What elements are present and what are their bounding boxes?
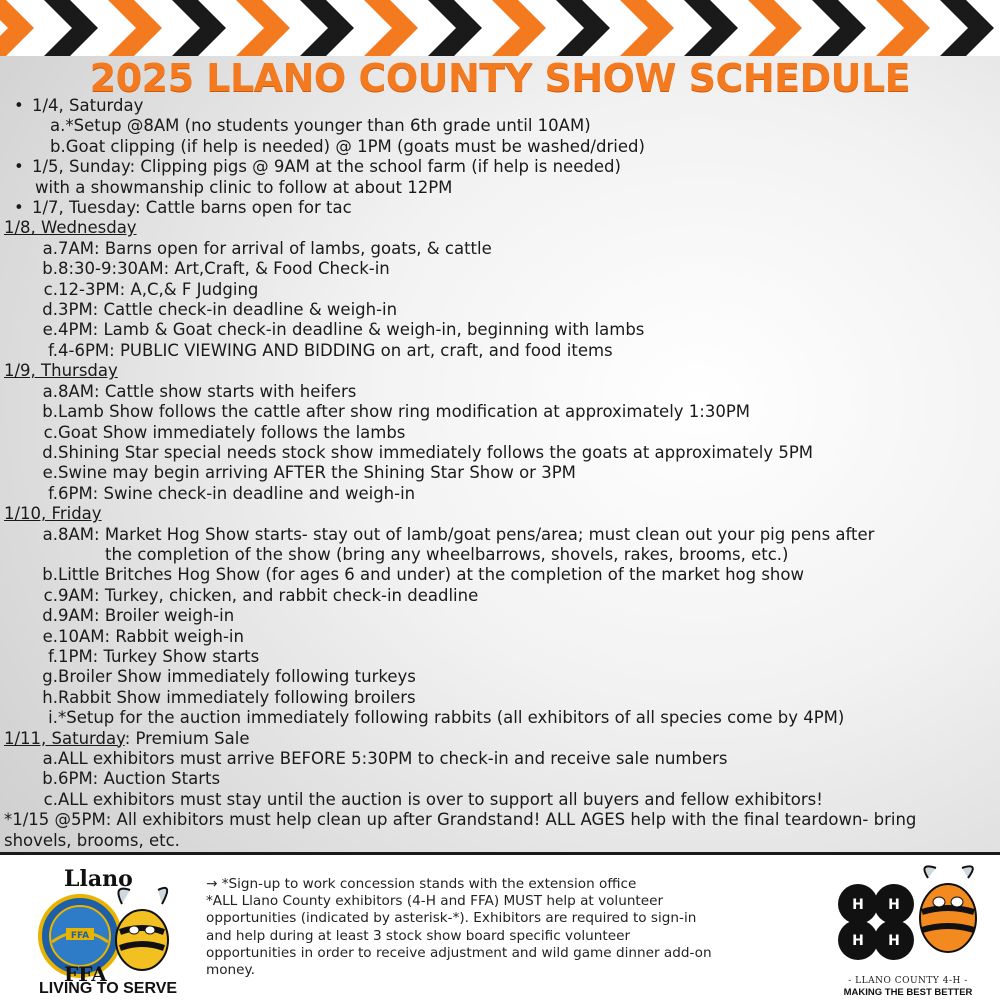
sat-item <box>4 749 996 769</box>
thu-item <box>4 423 996 443</box>
intro-sub-a: a.*Setup @8AM (no students younger than 6th grade until 10AM) <box>50 116 591 136</box>
day-heading-thursday: 1/9, Thursday <box>4 361 118 381</box>
item-letter: b. <box>42 565 58 585</box>
fri-item <box>4 627 996 647</box>
thu-item <box>4 484 996 504</box>
fri-item <box>4 647 996 667</box>
intro-bullet-2: • 1/5, Sunday: Clipping pigs @ 9AM at the school farm (if help is needed) <box>4 157 996 177</box>
item-text: *Setup for the auction immediately following rabbits (all exhibitors of all species come by 4PM) <box>58 708 845 728</box>
wed-item <box>4 341 996 361</box>
item-text: 4PM: Lamb & Goat check-in deadline & weigh-in, beginning with lambs <box>58 320 645 340</box>
footer-volunteer-note <box>206 876 816 979</box>
footer-line: and help during at least 3 stock show board specific volunteer <box>206 927 631 944</box>
item-letter: a. <box>42 238 58 258</box>
intro-bullet-3: • 1/7, Tuesday: Cattle barns open for tac <box>4 198 996 218</box>
wed-item <box>4 239 996 259</box>
svg-text:H: H <box>888 897 900 913</box>
item-letter: c. <box>43 789 58 809</box>
item-text: 4-6PM: PUBLIC VIEWING AND BIDDING on art, craft, and food items <box>58 340 613 360</box>
item-letter: b. <box>42 402 58 422</box>
item-letter: f. <box>48 483 58 503</box>
fri-item <box>4 667 996 687</box>
fri-item-continuation: the completion of the show (bring any wheelbarrows, shovels, rakes, brooms, etc.) <box>105 544 789 564</box>
svg-text:FFA: FFA <box>70 931 90 941</box>
day-heading-friday: 1/10, Friday <box>4 504 102 524</box>
fri-item <box>4 586 996 606</box>
item-text: Broiler Show immediately following turkeys <box>58 667 416 687</box>
item-text: 7AM: Barns open for arrival of lambs, goats, & cattle <box>58 238 492 258</box>
item-letter: a. <box>42 749 58 768</box>
day-heading-wednesday: 1/8, Wednesday <box>4 218 137 238</box>
item-text: Little Britches Hog Show (for ages 6 and under) at the completion of the market hog show <box>58 565 804 585</box>
footer-line: → *Sign-up to work concession stands with the extension office <box>206 876 637 892</box>
footer-line: opportunities (indicated by asterisk-*). Exhibitors are required to sign-in <box>206 910 697 927</box>
intro-continuation: with a showmanship clinic to follow at about 12PM <box>35 177 453 197</box>
item-letter: e. <box>42 320 58 340</box>
thursday-list <box>4 382 996 504</box>
fri-item <box>4 708 996 728</box>
item-text: 12-3PM: A,C,& F Judging <box>58 279 259 299</box>
item-letter: d. <box>42 606 58 626</box>
thu-item <box>4 382 996 402</box>
sat-item <box>4 769 996 789</box>
friday-list <box>4 525 996 729</box>
item-text: 3PM: Cattle check-in deadline & weigh-in <box>58 300 398 320</box>
item-text: 1PM: Turkey Show starts <box>58 646 260 666</box>
fri-item <box>4 525 996 545</box>
item-text: Swine may begin arriving AFTER the Shining Star Show or 3PM <box>58 463 576 483</box>
item-text: 9AM: Broiler weigh-in <box>58 606 235 626</box>
fri-item <box>4 606 996 626</box>
item-letter: i. <box>48 708 58 728</box>
wed-item <box>4 259 996 279</box>
item-letter: b. <box>42 769 58 789</box>
item-letter: g. <box>42 667 58 687</box>
fri-item <box>4 565 996 585</box>
sat-item <box>4 790 996 810</box>
item-letter: a. <box>42 381 58 401</box>
day-heading-saturday: 1/11, Saturday: Premium Sale <box>4 728 250 748</box>
item-text: ALL exhibitors must stay until the auction is over to support all buyers and fellow exhibitors! <box>58 789 823 809</box>
intro-sub-b: b.Goat clipping (if help is needed) @ 1PM (goats must be washed/dried) <box>50 136 645 156</box>
footer-line: *ALL Llano County exhibitors (4-H and FFA) MUST help at volunteer <box>206 893 664 910</box>
ffa-logo-bottom-text: FFA <box>64 962 107 986</box>
wed-item <box>4 300 996 320</box>
item-letter: e. <box>42 463 58 483</box>
item-letter: d. <box>42 442 58 462</box>
item-letter: e. <box>42 626 58 646</box>
item-text: Rabbit Show immediately following broilers <box>58 687 416 707</box>
item-letter: d. <box>42 300 58 320</box>
item-text: ALL exhibitors must arrive BEFORE 5:30PM to check-in and receive sale numbers <box>58 749 728 768</box>
item-text: 8AM: Cattle show starts with heifers <box>58 381 357 401</box>
intro-bullet-1: • 1/4, Saturday <box>4 96 996 116</box>
footer-line: opportunities in order to receive adjustment and wild game dinner add-on <box>206 944 712 961</box>
item-letter: f. <box>48 646 58 666</box>
four-h-clover-icon <box>828 860 988 978</box>
chevron-banner <box>0 0 1000 56</box>
svg-text:H: H <box>888 933 900 949</box>
four-h-club-name: - LLANO COUNTY 4-H - <box>848 976 968 986</box>
item-letter: b. <box>42 259 58 279</box>
item-letter: a. <box>42 524 58 544</box>
item-letter: c. <box>43 585 58 605</box>
item-letter: c. <box>43 279 58 299</box>
svg-text:H: H <box>852 933 864 949</box>
thu-item <box>4 402 996 422</box>
item-text: 6PM: Auction Starts <box>58 769 221 789</box>
wed-item <box>4 280 996 300</box>
item-text: 8AM: Market Hog Show starts- stay out of lamb/goat pens/area; must clean out your pig pens after <box>58 524 875 544</box>
thu-item <box>4 443 996 463</box>
item-text: 6PM: Swine check-in deadline and weigh-in <box>58 483 416 503</box>
fri-item <box>4 688 996 708</box>
page-title: 2025 LLANO COUNTY SHOW SCHEDULE <box>89 56 911 100</box>
ffa-logo-top-text: Llano <box>64 866 133 892</box>
item-letter: h. <box>42 687 58 707</box>
item-letter: c. <box>43 422 58 442</box>
wednesday-list <box>4 239 996 361</box>
final-note-line-1: *1/15 @5PM: All exhibitors must help clean up after Grandstand! ALL AGES help with the final teardown- bring <box>4 810 917 830</box>
item-letter: f. <box>48 340 58 360</box>
footer-line: money. <box>206 962 255 979</box>
final-note-line-2: shovels, brooms, etc. <box>4 830 180 850</box>
four-h-motto: MAKING THE BEST BETTER <box>843 987 973 998</box>
thu-item <box>4 463 996 483</box>
schedule <box>4 96 996 851</box>
item-text: Lamb Show follows the cattle after show ring modification at approximately 1:30PM <box>58 402 751 422</box>
saturday-list <box>4 749 996 810</box>
ffa-motto: LIVING TO SERVE <box>38 980 178 997</box>
svg-text:H: H <box>852 897 864 913</box>
wed-item <box>4 320 996 340</box>
item-text: 8:30-9:30AM: Art,Craft, & Food Check-in <box>58 259 390 279</box>
item-text: Shining Star special needs stock show immediately follows the goats at approximately 5PM <box>58 442 814 462</box>
item-text: Goat Show immediately follows the lambs <box>58 422 406 442</box>
item-text: 10AM: Rabbit weigh-in <box>58 626 244 646</box>
item-text: 9AM: Turkey, chicken, and rabbit check-in deadline <box>58 585 479 605</box>
